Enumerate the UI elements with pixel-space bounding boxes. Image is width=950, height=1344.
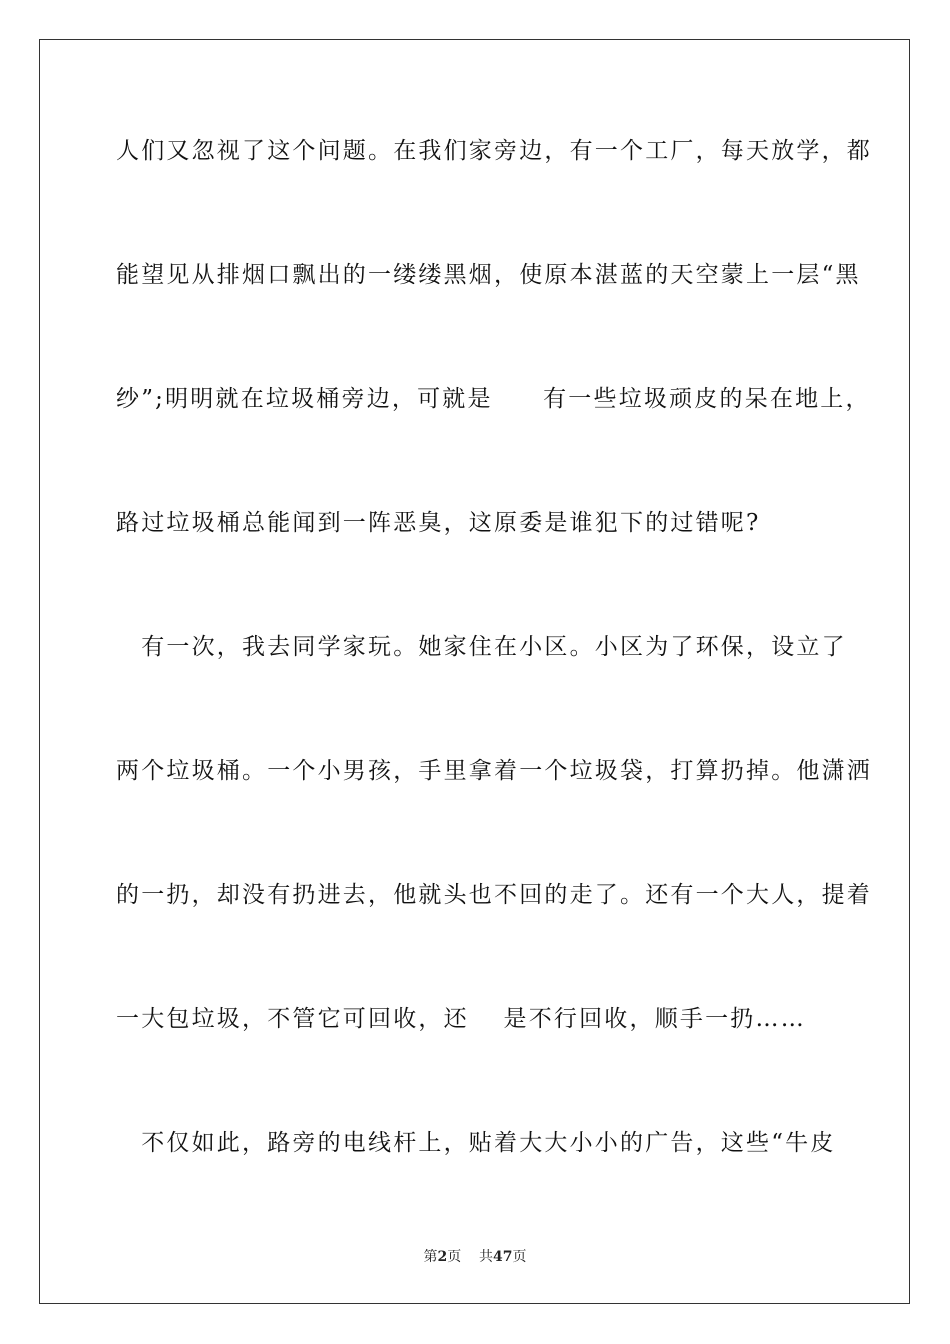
body-text-line-2: 能望见从排烟口飘出的一缕缕黑烟，使原本湛蓝的天空蒙上一层“黑 — [116, 262, 861, 288]
page-label-prefix: 第 — [423, 1249, 438, 1265]
body-text-line-6: 两个垃圾桶。一个小男孩，手里拿着一个垃圾袋，打算扔掉。他潇洒 — [116, 758, 872, 784]
total-label-suffix: 页 — [512, 1249, 527, 1265]
body-text-line-7: 的一扔，却没有扔进去，他就头也不回的走了。还有一个大人，提着 — [116, 882, 872, 908]
page-footer — [0, 1248, 950, 1266]
total-label-prefix: 共 — [479, 1249, 494, 1265]
body-text-line-3: 纱”;明明就在垃圾桶旁边，可就是 有一些垃圾顽皮的呆在地上， — [116, 386, 871, 412]
page-border — [39, 39, 910, 1304]
body-text-line-4: 路过垃圾桶总能闻到一阵恶臭，这原委是谁犯下的过错呢? — [116, 510, 761, 536]
body-text-line-8: 一大包垃圾，不管它可回收，还 是不行回收，顺手一扔…… — [116, 1006, 806, 1032]
body-text-line-9: 不仅如此，路旁的电线杆上，贴着大大小小的广告，这些“牛皮 — [116, 1130, 836, 1156]
page-label-suffix: 页 — [447, 1249, 462, 1265]
current-page-number: 2 — [437, 1249, 448, 1265]
body-text-line-5: 有一次，我去同学家玩。她家住在小区。小区为了环保，设立了 — [116, 634, 847, 660]
total-page-count: 47 — [493, 1249, 513, 1265]
body-text-line-1: 人们又忽视了这个问题。在我们家旁边，有一个工厂，每天放学，都 — [116, 138, 872, 164]
